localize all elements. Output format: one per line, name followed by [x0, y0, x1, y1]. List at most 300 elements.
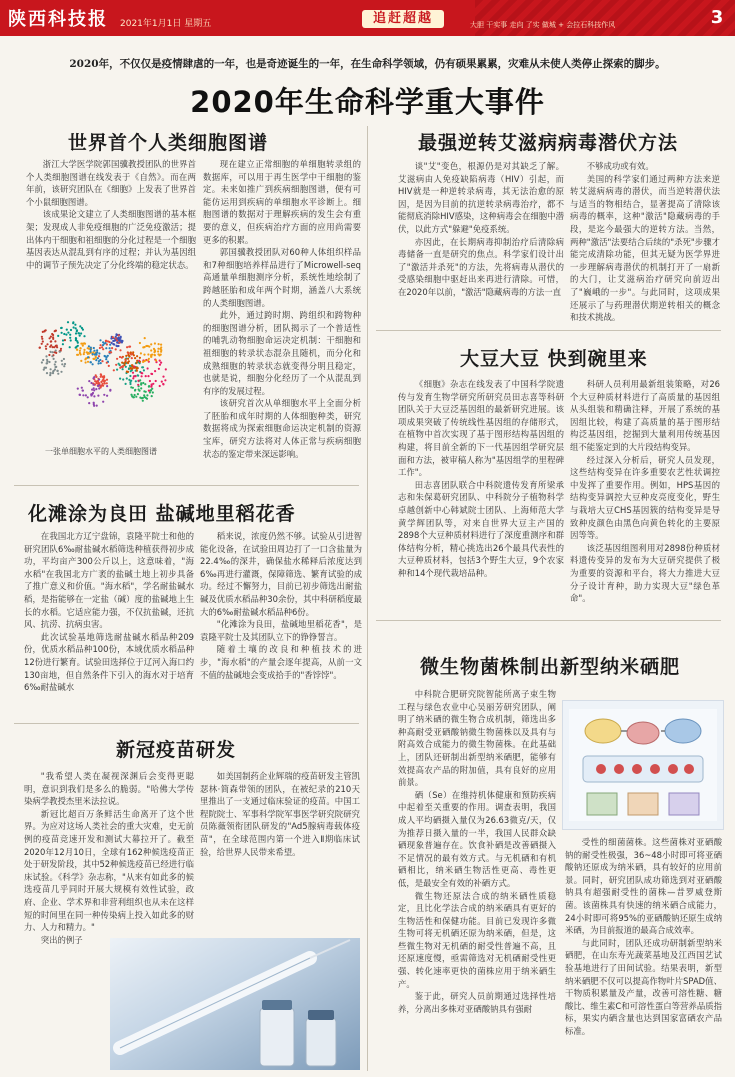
cell-cluster-dot	[55, 350, 57, 352]
cell-cluster-dot	[103, 375, 105, 377]
cell-cluster-dot	[129, 365, 131, 367]
cell-cluster-dot	[96, 349, 98, 351]
cell-cluster-dot	[132, 372, 134, 374]
cell-cluster-dot	[159, 385, 161, 387]
section-title-cell-atlas: 世界首个人类细胞图谱	[68, 132, 269, 154]
nano-selenium-diagram-graphic	[563, 701, 723, 829]
cell-cluster-dot	[133, 375, 135, 377]
cell-cluster-dot	[88, 352, 90, 354]
cell-cluster-dot	[84, 343, 86, 345]
cell-cluster-dot	[159, 360, 161, 362]
cell-cluster-dot	[99, 359, 101, 361]
cell-cluster-dot	[145, 375, 147, 377]
cell-cluster-dot	[54, 363, 56, 365]
hiv-column-1	[398, 160, 564, 325]
cell-cluster-dot	[91, 394, 93, 396]
cell-cluster-dot	[135, 380, 137, 382]
cell-cluster-dot	[150, 343, 152, 345]
cell-cluster-dot	[144, 359, 146, 361]
cell-cluster-dot	[49, 346, 51, 348]
cell-cluster-dot	[99, 339, 101, 341]
cell-cluster-dot	[88, 345, 90, 347]
cell-cluster-dot	[115, 364, 117, 366]
cell-cluster-dot	[136, 362, 138, 364]
cell-cluster-dot	[45, 355, 47, 357]
cell-cluster-dot	[39, 347, 41, 349]
cell-cluster-dot	[86, 351, 88, 353]
cell-cluster-dot	[67, 321, 69, 323]
paragraph: 浙江大学医学院郭国骥教授团队的世界首个人类细胞图谱在线发表于《自然》。而在两年前，该研究团队在《细胞》上发表了世界首个小鼠细胞图谱。	[26, 159, 196, 207]
cell-cluster-dot	[52, 351, 54, 353]
cell-cluster-dot	[87, 361, 89, 363]
vaccine-photo	[110, 938, 360, 1070]
cell-cluster-dot	[41, 343, 43, 345]
cell-cluster-dot	[90, 347, 92, 349]
cell-cluster-dot	[54, 330, 56, 332]
cell-atlas-column-1	[26, 158, 196, 313]
cell-cluster-dot	[53, 346, 55, 348]
cell-cluster-dot	[106, 382, 108, 384]
cell-cluster-dot	[79, 394, 81, 396]
cell-cluster-dot	[143, 354, 145, 356]
cell-cluster-dot	[69, 337, 71, 339]
cell-cluster-dot	[61, 360, 63, 362]
cell-cluster-dot	[154, 342, 156, 344]
cell-cluster-dot	[150, 386, 152, 388]
nano-column-1	[398, 688, 556, 1070]
cell-cluster-dot	[164, 379, 166, 381]
cell-cluster-dot	[137, 384, 139, 386]
cell-cluster-dot	[51, 333, 53, 335]
cell-cluster-dot	[46, 360, 48, 362]
cell-cluster-dot	[165, 368, 167, 370]
cell-cluster-dot	[127, 362, 129, 364]
cell-cluster-dot	[145, 397, 147, 399]
cell-atlas-caption: 一张单细胞水平的人类细胞图谱	[45, 447, 157, 456]
cell-cluster-dot	[128, 355, 130, 357]
cell-cluster-dot	[116, 334, 118, 336]
cell-cluster-dot	[82, 345, 84, 347]
cell-cluster-dot	[125, 366, 127, 368]
cell-cluster-dot	[150, 389, 152, 391]
issue-date: 2021年1月1日 星期五	[120, 19, 212, 29]
cell-cluster-dot	[119, 378, 121, 380]
paragraph: 中科院合肥研究院智能所离子束生物工程与绿色农业中心吴丽芳研究团队，阐明了纳米硒的微生物合成机制，筛选出多种高耐受亚硒酸钠微生物菌株以及具有与附高效合成能力的微生物菌株。在此基础上，团队还研制出新型纳米硒肥，能够有效提高农产品的附加值，具有良好的应用前景。	[398, 689, 556, 788]
cell-cluster-dot	[90, 382, 92, 384]
cell-cluster-dot	[61, 332, 63, 334]
cell-cluster-dot	[108, 365, 110, 367]
cell-cluster-dot	[130, 367, 132, 369]
saline-column-2	[200, 530, 362, 718]
cell-cluster-dot	[149, 391, 151, 393]
cell-cluster-dot	[158, 368, 160, 370]
paragraph: 受性的细菌菌株。这些菌株对亚硒酸钠的耐受性极强，36~48小时即可将亚硒酸钠还原成为纳米硒，具有较好的应用前景。同时，研究团队成功筛选到对亚硒酸钠具有超强耐受性的菌株—昔罗威登斯菌。该菌株具有快速的纳米硒合成能力，24小时即可将95%的亚硒酸钠还原生成纳米硒，为目前报道的最高合成效率。	[565, 837, 722, 936]
cell-cluster-dot	[151, 395, 153, 397]
cell-cluster-dot	[49, 374, 51, 376]
cell-cluster-dot	[75, 332, 77, 334]
cell-cluster-dot	[69, 334, 71, 336]
cell-cluster-dot	[103, 394, 105, 396]
cell-cluster-dot	[118, 342, 120, 344]
cell-cluster-dot	[113, 369, 115, 371]
banner-slogan: 追赶超越	[362, 10, 444, 28]
cell-cluster-dot	[144, 383, 146, 385]
cell-cluster-dot	[54, 368, 56, 370]
cell-cluster-dot	[122, 378, 124, 380]
cell-cluster-dot	[63, 365, 65, 367]
nano-selenium-diagram	[562, 700, 724, 830]
cell-cluster-dot	[82, 329, 84, 331]
cell-cluster-dot	[98, 352, 100, 354]
vaccine-column-2	[200, 770, 360, 930]
cell-cluster-dot	[119, 356, 121, 358]
section-title-hiv: 最强逆转艾滋病病毒潜伏方法	[418, 132, 679, 154]
cell-cluster-dot	[54, 366, 56, 368]
cell-cluster-dot	[95, 381, 97, 383]
masthead	[0, 0, 735, 36]
cell-cluster-dot	[77, 354, 79, 356]
cell-cluster-dot	[158, 343, 160, 345]
cell-cluster-dot	[148, 385, 150, 387]
cell-cluster-dot	[109, 389, 111, 391]
cell-cluster-dot	[127, 358, 129, 360]
cell-cluster-dot	[72, 321, 74, 323]
cell-cluster-dot	[131, 364, 133, 366]
cell-cluster-dot	[142, 400, 144, 402]
cell-cluster-dot	[137, 393, 139, 395]
cell-cluster-dot	[52, 338, 54, 340]
cell-cluster-dot	[67, 332, 69, 334]
cell-cluster-dot	[154, 370, 156, 372]
cell-cluster-dot	[150, 354, 152, 356]
cell-cluster-dot	[152, 391, 154, 393]
cell-cluster-dot	[49, 351, 51, 353]
cell-cluster-dot	[136, 355, 138, 357]
cell-cluster-dot	[140, 387, 142, 389]
cell-cluster-dot	[109, 347, 111, 349]
cell-cluster-dot	[55, 352, 57, 354]
cell-cluster-dot	[131, 395, 133, 397]
cell-cluster-dot	[82, 389, 84, 391]
cell-cluster-dot	[144, 337, 146, 339]
cell-cluster-dot	[142, 361, 144, 363]
cell-cluster-dot	[60, 348, 62, 350]
paragraph: 美国的科学家们通过两种方法来逆转艾滋病病毒的潜伏，而当逆转潜伏法与适当的物相结合，显著提高了清除该病毒的概率，这种"激活"隐藏病毒的手段，是迄今最强大的逆转方法。当然，两种"激活"法要结合后续的"杀死"步骤才能完成清除功能，但其无疑为医学界进一步理解病毒潜伏的机制打开了一扇新的大门，让艾滋病治疗研究向前迈出了"巍峨的一步"。与此同时，这项成果还展示了与药理潜伏期逆转相关的概念和技术挑战。	[570, 173, 720, 323]
cell-cluster-dot	[100, 373, 102, 375]
cell-cluster-dot	[127, 352, 129, 354]
cell-cluster-dot	[87, 347, 89, 349]
cell-cluster-dot	[90, 361, 92, 363]
cell-cluster-dot	[103, 381, 105, 383]
cell-cluster-dot	[92, 353, 94, 355]
cell-cluster-dot	[122, 368, 124, 370]
cell-cluster-dot	[83, 349, 85, 351]
paragraph: "我希望人类在凝视深渊后会变得更聪明，意识到我们是多么的脆弱。"哈佛大学传染病学教授杰里米法拉说。	[24, 771, 194, 807]
paragraph: 该研究首次从单细胞水平上全面分析了胚胎和成年时期的人体细胞种类，研究数据将成为探索细胞命运决定机制的资源宝库，研究方法将对人体正常与疾病细胞状态的鉴定带来深远影响。	[203, 398, 361, 459]
syringe-vial-illustration	[110, 938, 360, 1070]
cell-cluster-dot	[46, 372, 48, 374]
cell-cluster-dot	[149, 380, 151, 382]
cell-cluster-dot	[118, 363, 120, 365]
cell-cluster-dot	[131, 357, 133, 359]
paragraph: 科研人员利用最新组装策略，对26个大豆种质材料进行了高质量的基因组从头组装和精确注释，开展了系统的基因组比较，构建了高质量的基于图形结构泛基因组，挖掘到大量利用传统基因组不能鉴定到的大片段结构变异。	[570, 379, 720, 452]
cell-cluster-dot	[105, 347, 107, 349]
paragraph: 在我国北方辽宁盘锦，袁隆平院士和他的研究团队6‰耐盐碱水稻筛选种植获得初步成功，平均亩产300公斤以上，这意味着，"海水稻"在我国北方广袤的盐碱土地上初步具备了推广意义和价值。"海水稻"，学名耐盐碱水稻，是指能够在一定盐（碱）度的盐碱地上生长的水稻。它适应能力强，不仅抗盐碱，还抗风、抗涝、抗病虫害。	[24, 531, 194, 630]
cell-cluster-dot	[106, 385, 108, 387]
column-divider	[367, 126, 368, 1071]
cell-cluster-dot	[129, 346, 131, 348]
cell-cluster-dot	[104, 355, 106, 357]
cell-cluster-dot	[141, 375, 143, 377]
cell-cluster-dot	[45, 348, 47, 350]
cell-cluster-dot	[97, 357, 99, 359]
cell-cluster-dot	[69, 346, 71, 348]
cell-cluster-dot	[57, 373, 59, 375]
cell-cluster-dot	[102, 401, 104, 403]
cell-cluster-dot	[77, 342, 79, 344]
cell-cluster-dot	[61, 363, 63, 365]
cell-cluster-dot	[95, 352, 97, 354]
cell-cluster-dot	[152, 383, 154, 385]
cell-cluster-dot	[59, 351, 61, 353]
cell-cluster-dot	[85, 394, 87, 396]
cell-cluster-dot	[93, 358, 95, 360]
cell-cluster-dot	[87, 356, 89, 358]
cell-cluster-dot	[154, 354, 156, 356]
cell-cluster-dot	[106, 356, 108, 358]
cell-cluster-dot	[139, 397, 141, 399]
cell-cluster-dot	[134, 394, 136, 396]
cell-cluster-dot	[134, 357, 136, 359]
cell-cluster-dot	[64, 339, 66, 341]
cell-cluster-dot	[41, 361, 43, 363]
cell-cluster-dot	[120, 336, 122, 338]
cell-cluster-dot	[88, 402, 90, 404]
cell-cluster-dot	[42, 331, 44, 333]
cell-cluster-dot	[51, 355, 53, 357]
section-title-covid-vaccine: 新冠疫苗研发	[116, 739, 237, 761]
masthead-motto: 大胆 干实事 走向 了实 做城 + 会拉石科技作风	[470, 21, 616, 29]
cell-cluster-dot	[142, 366, 144, 368]
paragraph: 稻来说，浓度仍然不够。试验从引进智能化设备，在试验田周边打了一口含盐量为22.4‰的深井，确保盐水稀释后浓度达到6‰再进行灌溉，保障筛选、繁育试验的成功。经过不懈努力，目前已初步筛选出耐盐碱及优质水稻品种30余份，其中科研稻度最大的6‰耐盐碱水稻品种6份。	[200, 531, 362, 617]
cell-cluster-dot	[143, 369, 145, 371]
cell-cluster-dot	[79, 325, 81, 327]
cell-cluster-dot	[116, 358, 118, 360]
cell-cluster-dot	[122, 365, 124, 367]
cell-cluster-dot	[107, 340, 109, 342]
cell-cluster-dot	[80, 332, 82, 334]
cell-cluster-dot	[98, 355, 100, 357]
cell-cluster-dot	[137, 375, 139, 377]
cell-cluster-dot	[130, 386, 132, 388]
cell-cluster-dot	[142, 397, 144, 399]
cell-cluster-dot	[79, 335, 81, 337]
cell-cluster-dot	[83, 353, 85, 355]
cell-cluster-dot	[102, 348, 104, 350]
cell-cluster-dot	[125, 355, 127, 357]
cell-cluster-dot	[95, 356, 97, 358]
cell-cluster-dot	[136, 368, 138, 370]
cell-cluster-dot	[135, 396, 137, 398]
cell-cluster-dot	[97, 362, 99, 364]
cell-cluster-dot	[106, 379, 108, 381]
cell-cluster-dot	[100, 381, 102, 383]
cell-cluster-dot	[79, 350, 81, 352]
cell-cluster-dot	[147, 353, 149, 355]
cell-cluster-dot	[140, 382, 142, 384]
cell-cluster-dot	[145, 345, 147, 347]
cell-cluster-dot	[87, 396, 89, 398]
cell-cluster-dot	[46, 343, 48, 345]
cell-cluster-dot	[108, 351, 110, 353]
cell-cluster-dot	[106, 343, 108, 345]
cell-cluster-dot	[76, 329, 78, 331]
cell-cluster-dot	[63, 333, 65, 335]
cell-cluster-dot	[77, 332, 79, 334]
cell-cluster-dot	[66, 329, 68, 331]
cell-atlas-figure	[26, 316, 176, 436]
cell-cluster-dot	[106, 362, 108, 364]
paragraph: 微生物还原法合成的纳米硒性质稳定，且比化学法合成的纳米硒具有更好的生物活性和保健功能。目前已发现许多微生物可将无机硒还原为纳米硒，但是，这些微生物对无机硒的耐受性普遍不高，且还原速度慢，亟需筛选对无机硒耐受性更强、转化速率更快的菌株应用于纳米硒生产。	[398, 890, 556, 989]
cell-cluster-dot	[64, 363, 66, 365]
cell-cluster-dot	[46, 362, 48, 364]
cell-cluster-dot	[93, 395, 95, 397]
cell-cluster-dot	[48, 354, 50, 356]
cell-cluster-dot	[101, 360, 103, 362]
cell-cluster-dot	[151, 373, 153, 375]
cell-cluster-dot	[111, 342, 113, 344]
cell-cluster-dot	[138, 360, 140, 362]
cell-cluster-dot	[153, 348, 155, 350]
paragraph: 经过深入分析后，研究人员发现，这些结构变异在许多重要农艺性状调控中发挥了重要作用。例如，HPS基因的结构变异调控大豆种皮亮度变化，野生与栽培大豆CHS基因簇的结构变异是导致种皮颜色由黑色向黄色转化的主要原因等等。	[570, 454, 720, 541]
cell-cluster-dot	[142, 382, 144, 384]
paragraph: 如美国制药企业辉瑞的疫苗研发主管凯瑟林·简森带领的团队，在被纪录的210天里推出了一支通过临床验证的疫苗。中国工程院院士、军事科学院军事医学研究院研究员陈薇领衔团队研发的"Ad5腺病毒载体疫苗"，在全球范围内第一个进入Ⅱ期临床试验，给世界人民带来希望。	[200, 771, 360, 857]
cell-cluster-dot	[41, 338, 43, 340]
cell-cluster-dot	[85, 361, 87, 363]
cell-cluster-dot	[134, 389, 136, 391]
nano-column-2	[565, 836, 722, 1070]
cell-cluster-dot	[60, 371, 62, 373]
cell-atlas-scatter-image	[26, 316, 176, 436]
cell-cluster-dot	[132, 377, 134, 379]
cell-cluster-dot	[138, 388, 140, 390]
cell-cluster-dot	[101, 346, 103, 348]
cell-cluster-dot	[157, 348, 159, 350]
paragraph: 该成果论文建立了人类细胞图谱的基本框架；发现成人非免疫细胞的广泛免疫激活；提出体内干细胞和祖细胞的分化过程是一个细胞基因表达从混乱到有序的过程；并认为基因组中的调节子预先决定了分化终端的稳定状态。	[26, 209, 196, 270]
paragraph: 硒（Se）在维持机体健康和预防疾病中起着至关重要的作用。调查表明，我国成人平均硒摄入量仅为26.63微克/天，仅为推荐日摄入量的一半，我国人民群众缺硒现象普遍存在。饮食补硒是改善硒摄入不足情况的最有效方式。与无机硒和有机硒相比，纳米硒生物活性更高、毒性更低，是最安全有效的补硒方式。	[398, 789, 556, 888]
cell-cluster-dot	[160, 344, 162, 346]
cell-cluster-dot	[160, 362, 162, 364]
cell-cluster-dot	[76, 348, 78, 350]
cell-cluster-dot	[125, 359, 127, 361]
cell-cluster-dot	[52, 372, 54, 374]
cell-cluster-dot	[83, 351, 85, 353]
cell-cluster-dot	[93, 350, 95, 352]
section-title-saline-rice: 化滩涂为良田 盐碱地里稻花香	[28, 503, 296, 525]
paragraph: 田志喜团队联合中科院遗传发育所梁承志和朱保葛研究团队、中科院分子植物科学卓越创新中心韩斌院士团队、上海师范大学黄学辉团队等，对来自世界大豆主产国的2898个大豆种质材料进行了深度重测序和群体结构分析，精心挑选出26个最具代表性的大豆种质材料，包括3个野生大豆，9个农家种和14个现代栽培品种。	[398, 479, 564, 578]
cell-cluster-dot	[126, 346, 128, 348]
cell-cluster-dot	[81, 387, 83, 389]
cell-cluster-dot	[161, 381, 163, 383]
cell-cluster-dot	[98, 382, 100, 384]
cell-cluster-dot	[140, 352, 142, 354]
cell-cluster-dot	[88, 380, 90, 382]
cell-cluster-dot	[148, 390, 150, 392]
cell-cluster-dot	[112, 336, 114, 338]
cell-cluster-dot	[92, 377, 94, 379]
cell-cluster-dot	[109, 344, 111, 346]
cell-cluster-dot	[63, 358, 65, 360]
section-title-soybean: 大豆大豆 快到碗里来	[460, 348, 648, 370]
cell-cluster-dot	[95, 359, 97, 361]
cell-cluster-dot	[160, 346, 162, 348]
cell-cluster-dot	[128, 379, 130, 381]
page-number: 3	[710, 7, 724, 28]
cell-cluster-dot	[157, 350, 159, 352]
cell-cluster-dot	[133, 366, 135, 368]
paragraph: 《细胞》杂志在线发表了中国科学院遗传与发育生物学研究所研究员田志喜等科研团队关于大豆泛基因组的最新研究进展。该项成果突破了传统线性基因组的存储形式，在植物中首次实现了基于图形结构基因组的构建，将目前全新的下一代基因组学研究层面和方法，被审稿人称为"基因组学的里程碑工作"。	[398, 379, 564, 478]
cell-cluster-dot	[74, 324, 76, 326]
cell-cluster-dot	[50, 336, 52, 338]
paragraph: 此外，通过跨时期、跨组织和跨物种的细胞图谱分析，团队揭示了一个普适性的哺乳动物细胞命运决定机制：干细胞和祖细胞的转录状态混杂且随机，而分化和成熟细胞的转录状态就变得分明且稳定，也就是说，细胞分化经历了一个从混乱到有序的发展过程。	[203, 310, 361, 396]
paragraph: 现在建立正常细胞的单细胞转录组的数据库，可以用于再生医学中干细胞的鉴定。未来如推广到疾病细胞图谱，便有可能仿运用到疾病的单细胞水平诊断上。细胞图谱的数据对于理解疾病的发生会有重要的意义，但疾病治疗方面的应用尚需要更多的积累。	[203, 159, 361, 245]
cell-cluster-dot	[116, 345, 118, 347]
cell-cluster-dot	[93, 389, 95, 391]
cell-cluster-dot	[162, 383, 164, 385]
cell-cluster-dot	[56, 370, 58, 372]
cell-cluster-dot	[162, 376, 164, 378]
section-divider	[14, 485, 359, 486]
cell-cluster-dot	[97, 385, 99, 387]
section-divider	[14, 723, 359, 724]
paragraph: "化滩涂为良田，盐碱地里稻花香"，是袁隆平院士及其团队立下的铮铮誓言。	[200, 619, 362, 642]
cell-cluster-dot	[93, 403, 95, 405]
cell-atlas-column-2	[203, 158, 361, 480]
cell-cluster-dot	[91, 389, 93, 391]
cell-cluster-dot	[100, 344, 102, 346]
cell-cluster-dot	[89, 351, 91, 353]
paper-name: 陕西科技报	[8, 9, 108, 30]
cell-cluster-dot	[159, 364, 161, 366]
cell-cluster-dot	[62, 343, 64, 345]
cell-cluster-dot	[93, 347, 95, 349]
masthead-decoration	[475, 0, 735, 36]
cell-cluster-dot	[45, 329, 47, 331]
hiv-column-2	[570, 160, 720, 325]
cell-cluster-dot	[126, 377, 128, 379]
paragraph: 亦因此，在长期病毒抑制治疗后清除病毒储备一直是研究的焦点。科学家们设计出了"激活并杀死"的方法，先将病毒从潜伏的受感染细胞中驱赶出来再进行清除。可惜，在2020年以前，"激活"隐藏病毒的方法一直	[398, 236, 564, 297]
cell-cluster-dot	[75, 338, 77, 340]
soybean-column-1	[398, 378, 564, 616]
cell-cluster-dot	[80, 343, 82, 345]
cell-cluster-dot	[142, 346, 144, 348]
cell-cluster-dot	[121, 362, 123, 364]
cell-cluster-dot	[121, 341, 123, 343]
cell-cluster-dot	[115, 348, 117, 350]
cell-cluster-dot	[57, 335, 59, 337]
section-title-nano-selenium: 微生物菌株制出新型纳米硒肥	[420, 656, 681, 678]
paragraph: 该泛基因组图利用对2898份种质材料遗传变异的发布为大豆研究提供了极为重要的资源和平台，将大力推进大豆分子设计育种，助力实现大豆"绿色革命"。	[570, 542, 720, 604]
cell-cluster-dot	[75, 347, 77, 349]
cell-cluster-dot	[119, 349, 121, 351]
cell-cluster-dot	[42, 340, 44, 342]
cell-cluster-dot	[48, 361, 50, 363]
cell-cluster-dot	[145, 391, 147, 393]
cell-cluster-dot	[103, 343, 105, 345]
cell-cluster-dot	[83, 335, 85, 337]
cell-cluster-dot	[60, 327, 62, 329]
cell-cluster-dot	[80, 353, 82, 355]
